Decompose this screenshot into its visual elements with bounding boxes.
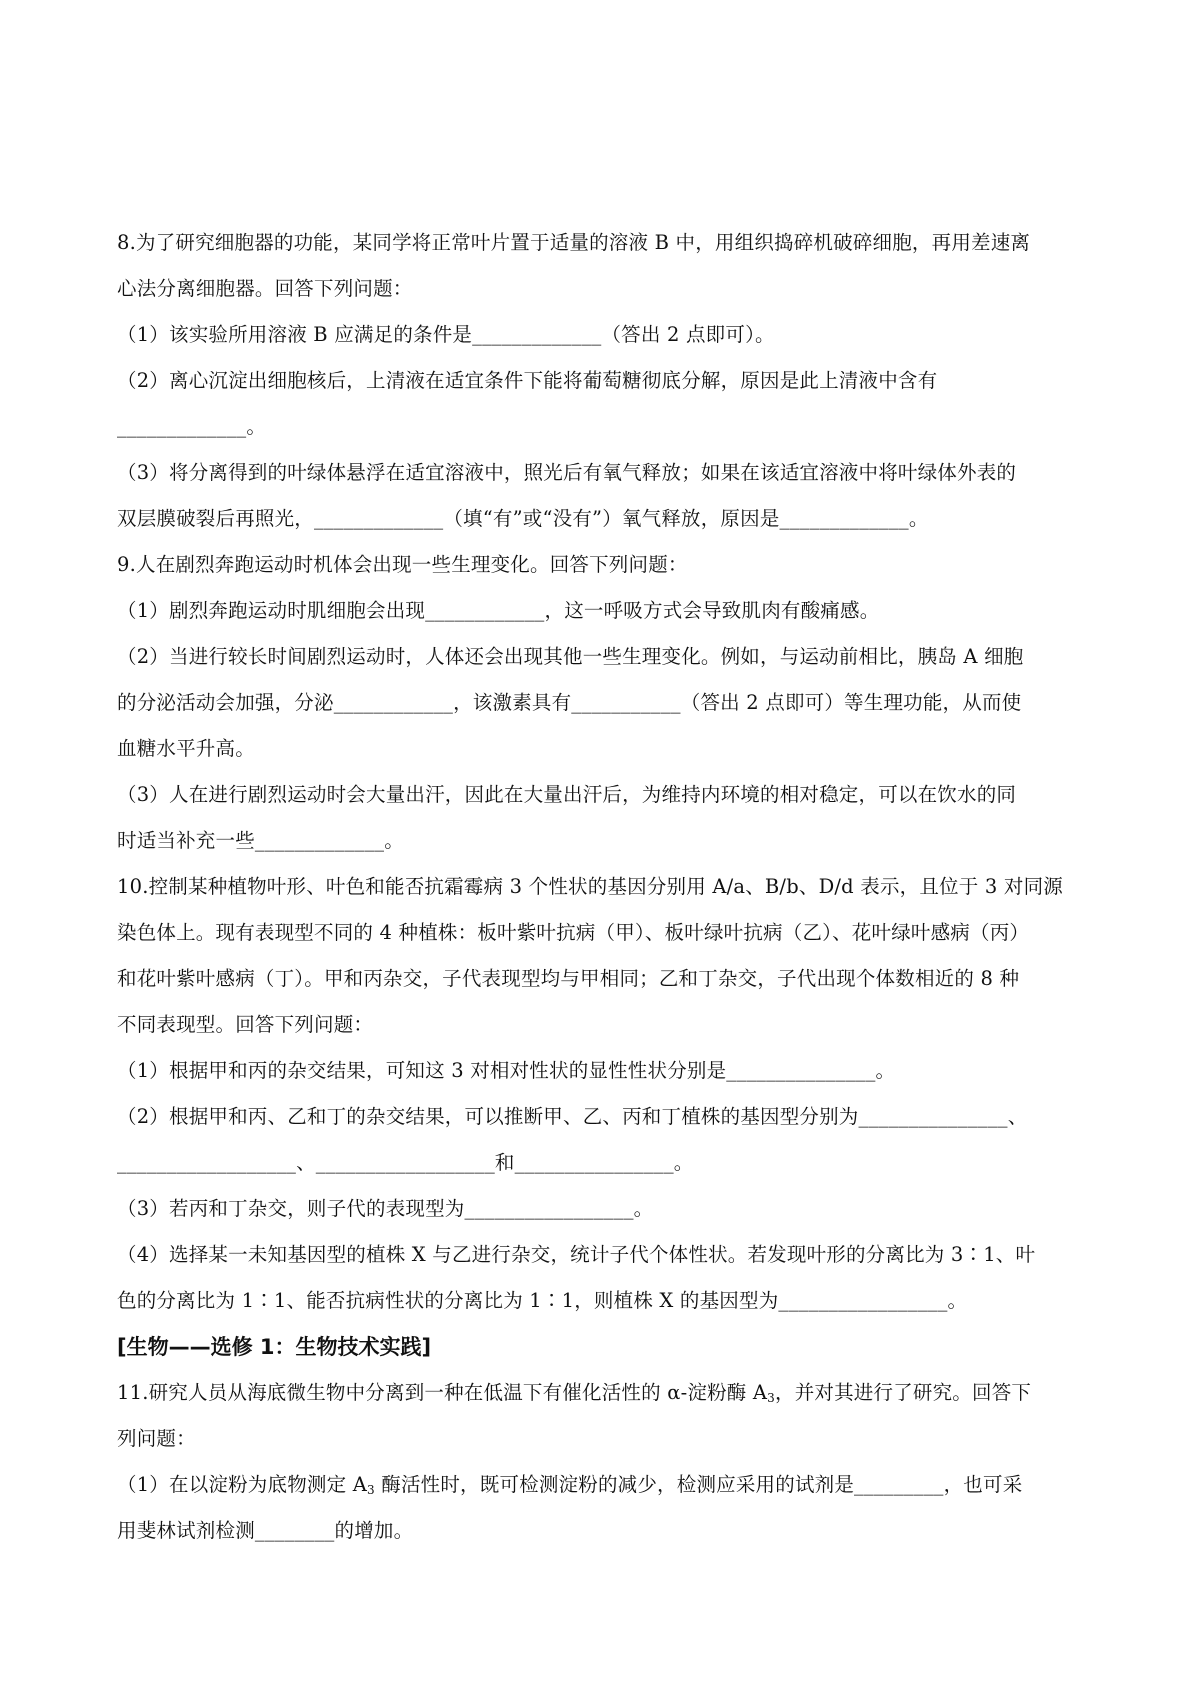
q9-part-2-line-3: 血糖水平升高。 (117, 737, 255, 760)
q11-part-1-line-2: 用斐林试剂检测________的增加。 (117, 1519, 414, 1542)
q11-stem-line-2: 列问题： (117, 1427, 196, 1450)
q11-stem-subscript: 3 (767, 1391, 775, 1405)
q8-stem-line-2: 心法分离细胞器。回答下列问题： (117, 277, 413, 300)
q8-part-3-line-1: （3）将分离得到的叶绿体悬浮在适宜溶液中，照光后有氧气释放；如果在该适宜溶液中将叶绿体外表的 (117, 461, 1017, 484)
q9-part-3-line-2: 时适当补充一些_____________。 (117, 829, 404, 852)
q11-stem-line-1 (117, 1380, 1031, 1406)
q11-part-1-line-1 (117, 1472, 1022, 1498)
q8-stem-line-1: 8.为了研究细胞器的功能，某同学将正常叶片置于适量的溶液 B 中，用组织捣碎机破碎细胞，再用差速离 (117, 231, 1031, 254)
q9-part-2-line-1: （2）当进行较长时间剧烈运动时，人体还会出现其他一些生理变化。例如，与运动前相比，胰岛 A 细胞 (117, 645, 1024, 668)
q11-part-1-text-a: （1）在以淀粉为底物测定 A (117, 1473, 367, 1496)
q8-part-2-line-1: （2）离心沉淀出细胞核后，上清液在适宜条件下能将葡萄糖彻底分解，原因是此上清液中含有 (117, 369, 938, 392)
q10-stem-line-1: 10.控制某种植物叶形、叶色和能否抗霜霉病 3 个性状的基因分别用 A/a、B/b、D/d 表示，且位于 3 对同源 (117, 875, 1063, 898)
q10-stem-line-3: 和花叶紫叶感病（丁）。甲和丙杂交，子代表现型均与甲相同；乙和丁杂交，子代出现个体数相近的 8 种 (117, 967, 1020, 990)
q8-part-3-line-2: 双层膜破裂后再照光，_____________（填“有”或“没有”）氧气释放，原因是_____________。 (117, 507, 929, 530)
q10-part-4-line-1: （4）选择某一未知基因型的植株 X 与乙进行杂交，统计子代个体性状。若发现叶形的分离比为 3∶1、叶 (117, 1243, 1036, 1266)
q11-part-1-subscript: 3 (367, 1483, 375, 1497)
q11-part-1-text-b: 酶活性时，既可检测淀粉的减少，检测应采用的试剂是_________，也可采 (374, 1473, 1023, 1496)
q10-stem-line-4: 不同表现型。回答下列问题： (117, 1013, 374, 1036)
q8-part-1: （1）该实验所用溶液 B 应满足的条件是_____________（答出 2 点即可）。 (117, 323, 775, 346)
q10-part-2-line-2: __________________、__________________和________________。 (117, 1151, 694, 1174)
q8-part-2-line-2: _____________。 (117, 415, 267, 438)
q10-part-3: （3）若丙和丁杂交，则子代的表现型为_________________。 (117, 1197, 654, 1220)
q9-part-2-line-2: 的分泌活动会加强，分泌____________，该激素具有___________（答出 2 点即可）等生理功能，从而使 (117, 691, 1022, 714)
q9-part-3-line-1: （3）人在进行剧烈运动时会大量出汗，因此在大量出汗后，为维持内环境的相对稳定，可以在饮水的同 (117, 783, 1017, 806)
q9-stem: 9.人在剧烈奔跑运动时机体会出现一些生理变化。回答下列问题： (117, 553, 688, 576)
section-heading: [生物——选修 1：生物技术实践] (117, 1335, 432, 1359)
q9-part-1: （1）剧烈奔跑运动时肌细胞会出现____________，这一呼吸方式会导致肌肉有酸痛感。 (117, 599, 880, 622)
q10-part-2-line-1: （2）根据甲和丙、乙和丁的杂交结果，可以推断甲、乙、丙和丁植株的基因型分别为_______________、 (117, 1105, 1028, 1128)
q11-stem-text-a: 11.研究人员从海底微生物中分离到一种在低温下有催化活性的 α-淀粉酶 A (117, 1381, 768, 1404)
q11-stem-text-b: ，并对其进行了研究。回答下 (775, 1381, 1032, 1404)
q10-part-1: （1）根据甲和丙的杂交结果，可知这 3 对相对性状的显性性状分别是_______________。 (117, 1059, 896, 1082)
q10-stem-line-2: 染色体上。现有表现型不同的 4 种植株：板叶紫叶抗病（甲）、板叶绿叶抗病（乙）、花叶绿叶感病（丙） (117, 921, 1030, 944)
q10-part-4-line-2: 色的分离比为 1∶1、能否抗病性状的分离比为 1∶1，则植株 X 的基因型为_________________。 (117, 1289, 968, 1312)
